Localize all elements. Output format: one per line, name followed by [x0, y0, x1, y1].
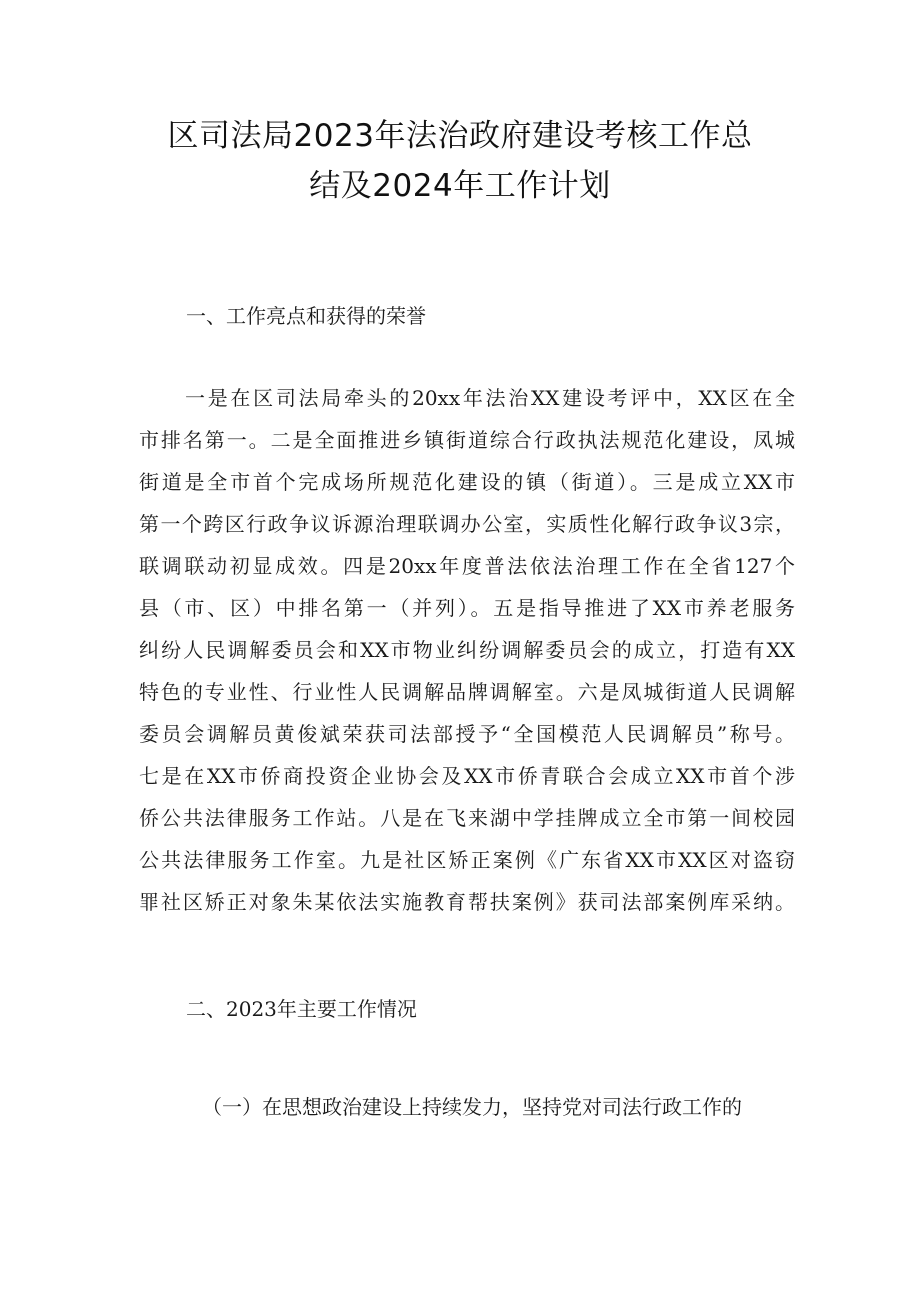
paragraph-line: 公共法律服务工作室。九是社区矫正案例《广东省XX市XX区对盗窃	[139, 848, 795, 872]
document-title-line-1: 区司法局2023年法治政府建设考核工作总	[167, 118, 753, 154]
paragraph-line: 罪社区矫正对象朱某依法实施教育帮扶案例》获司法部案例库采纳。	[139, 890, 795, 914]
paragraph-line: 联调联动初显成效。四是20xx年度普法依法治理工作在全省127个	[139, 554, 795, 578]
paragraph-line: 市排名第一。二是全面推进乡镇街道综合行政执法规范化建设，凤城	[139, 428, 795, 452]
paragraph-line: 七是在XX市侨商投资企业协会及XX市侨青联合会成立XX市首个涉	[139, 764, 795, 788]
section-2-heading: 二、2023年主要工作情况	[186, 997, 417, 1021]
paragraph-line: 纠纷人民调解委员会和XX市物业纠纷调解委员会的成立，打造有XX	[139, 638, 795, 662]
paragraph-line: 县（市、区）中排名第一（并列）。五是指导推进了XX市养老服务	[139, 596, 795, 620]
paragraph-line: 第一个跨区行政争议诉源治理联调办公室，实质性化解行政争议3宗，	[139, 512, 795, 536]
paragraph-line: 一是在区司法局牵头的20xx年法治XX建设考评中，XX区在全	[185, 386, 795, 410]
paragraph-line: 街道是全市首个完成场所规范化建设的镇（街道）。三是成立XX市	[139, 470, 795, 494]
paragraph-line: 特色的专业性、行业性人民调解品牌调解室。六是凤城街道人民调解	[139, 680, 795, 704]
subsection-1-heading: （一）在思想政治建设上持续发力，坚持党对司法行政工作的	[202, 1095, 742, 1119]
section-1-heading: 一、工作亮点和获得的荣誉	[186, 304, 426, 328]
document-title-line-2: 结及2024年工作计划	[309, 168, 611, 204]
paragraph-line: 侨公共法律服务工作站。八是在飞来湖中学挂牌成立全市第一间校园	[139, 806, 795, 830]
paragraph-line: 委员会调解员黄俊斌荣获司法部授予“全国模范人民调解员”称号。	[139, 722, 795, 746]
